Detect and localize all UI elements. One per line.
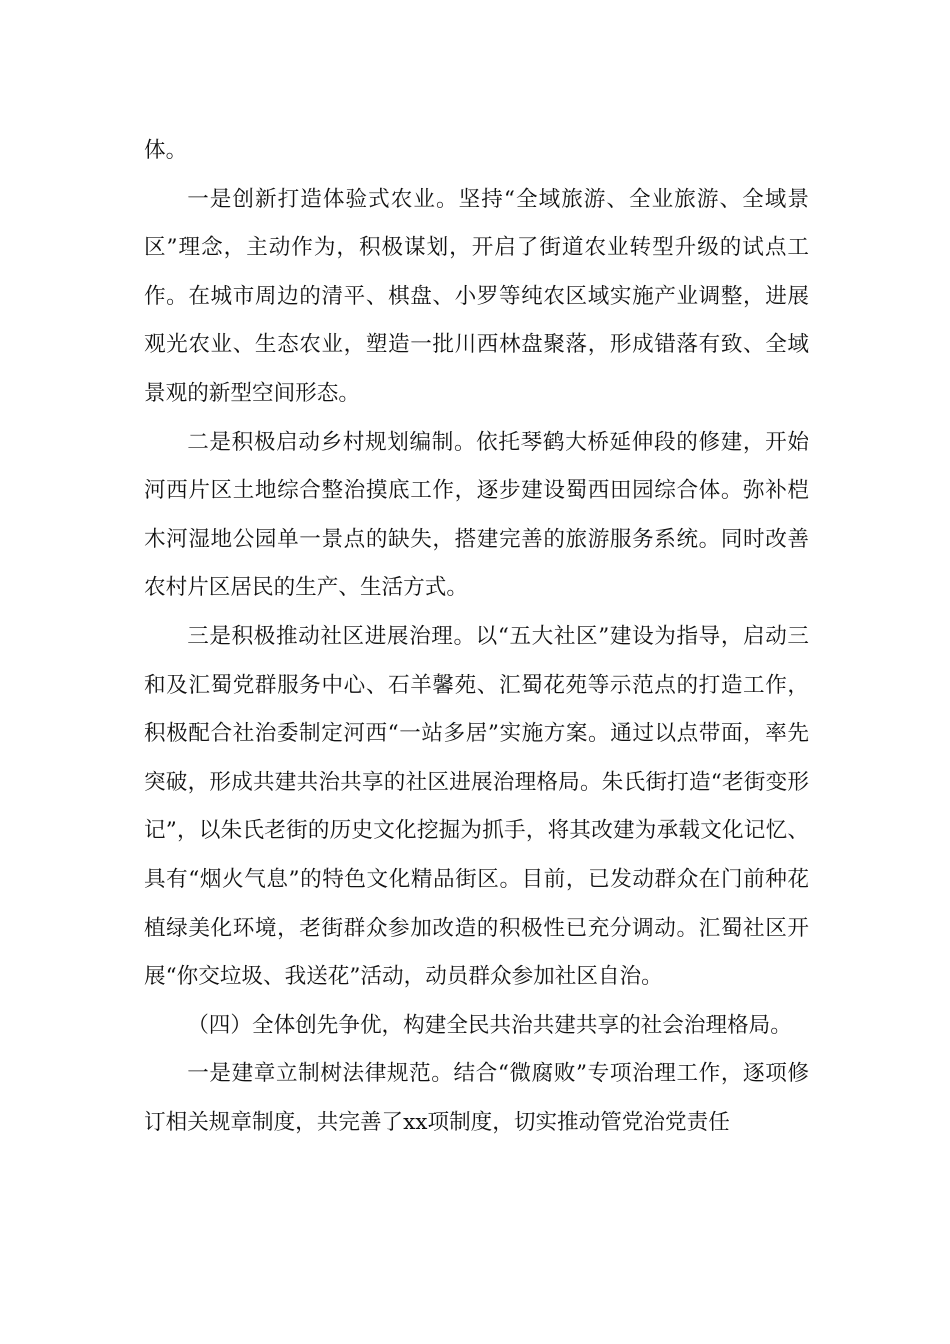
paragraph-rural-planning: 二是积极启动乡村规划编制。依托琴鹤大桥延伸段的修建，开始河西片区土地综合整治摸底工作，逐步建设蜀西田园综合体。弥补桤木河湿地公园单一景点的缺失，搭建完善的旅游服务系统。同时改善农村片区居民的生产、生活方式。 bbox=[144, 429, 809, 601]
paragraph-continuation: 体。 bbox=[144, 138, 188, 163]
paragraph-experiential-agriculture: 一是创新打造体验式农业。坚持“全域旅游、全业旅游、全域景区”理念，主动作为，积极谋划，开启了街道农业转型升级的试点工作。在城市周边的清平、棋盘、小罗等纯农区域实施产业调整，进展观光农业、生态农业，塑造一批川西林盘聚落，形成错落有致、全域景观的新型空间形态。 bbox=[144, 186, 809, 406]
section-heading-four: （四）全体创先争优，构建全民共治共建共享的社会治理格局。 bbox=[187, 1012, 792, 1038]
paragraph-community-governance: 三是积极推动社区进展治理。以“五大社区”建设为指导，启动三和及汇蜀党群服务中心、石羊馨苑、汇蜀花苑等示范点的打造工作，积极配合社治委制定河西“一站多居”实施方案。通过以点带面，率先突破，形成共建共治共享的社区进展治理格局。朱氏街打造“老街变形记”，以朱氏老街的历史文化挖掘为抓手，将其改建为承载文化记忆、具有“烟火气息”的特色文化精品街区。目前，已发动群众在门前种花植绿美化环境，老街群众参加改造的积极性已充分调动。汇蜀社区开展“你交垃圾、我送花”活动，动员群众参加社区自治。 bbox=[144, 623, 809, 990]
paragraph-rules-regulations: 一是建章立制树法律规范。结合“微腐败”专项治理工作，逐项修订相关规章制度，共完善了xx项制度，切实推动管党治党责任 bbox=[144, 1061, 809, 1135]
body-text bbox=[144, 127, 809, 1147]
